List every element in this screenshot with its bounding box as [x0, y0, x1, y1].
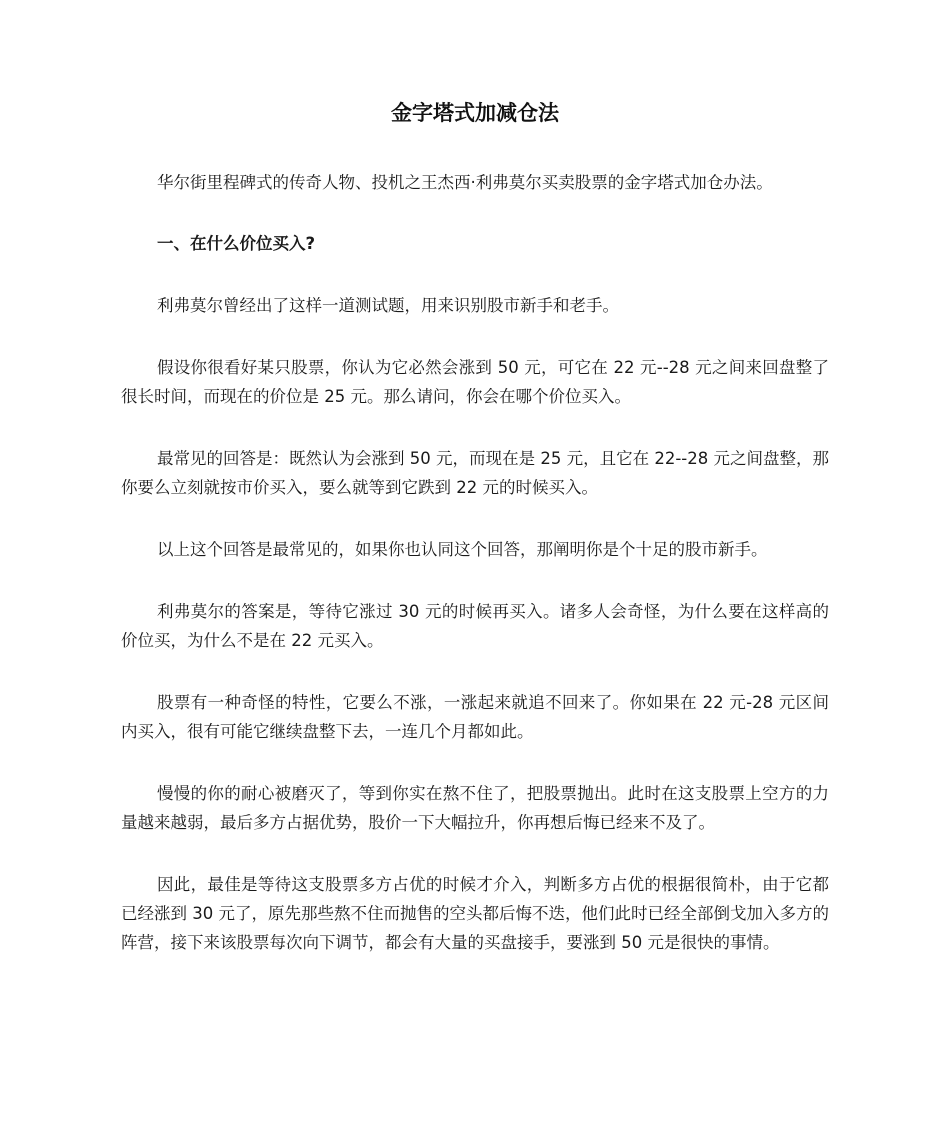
intro-paragraph: 华尔街里程碑式的传奇人物、投机之王杰西·利弗莫尔买卖股票的金字塔式加仓办法。	[157, 173, 773, 192]
body-paragraph: 因此，最佳是等待这支股票多方占优的时候才介入，判断多方占优的根据很简朴，由于它都已经涨到 30 元了，原先那些熬不住而抛售的空头都后悔不迭，他们此时已经全部倒戈加入多方的阵营，接下来该股票每次向下调节，都会有大量的买盘接手，要涨到 50 元是很快的事情。	[121, 875, 829, 952]
body-paragraph: 最常见的回答是：既然认为会涨到 50 元，而现在是 25 元，且它在 22--28 元之间盘整，那你要么立刻就按市价买入，要么就等到它跌到 22 元的时候买入。	[121, 449, 829, 497]
body-paragraph: 股票有一种奇怪的特性，它要么不涨，一涨起来就追不回来了。你如果在 22 元-28 元区间内买入，很有可能它继续盘整下去，一连几个月都如此。	[121, 693, 829, 741]
body-paragraph: 利弗莫尔的答案是，等待它涨过 30 元的时候再买入。诸多人会奇怪，为什么要在这样高的价位买，为什么不是在 22 元买入。	[121, 602, 829, 650]
document-title: 金字塔式加减仓法	[391, 101, 559, 125]
section-heading: 一、在什么价位买入?	[157, 234, 316, 253]
body-paragraph: 慢慢的你的耐心被磨灭了，等到你实在熬不住了，把股票抛出。此时在这支股票上空方的力量越来越弱，最后多方占据优势，股价一下大幅拉升，你再想后悔已经来不及了。	[121, 784, 829, 832]
body-paragraph: 以上这个回答是最常见的，如果你也认同这个回答，那阐明你是个十足的股市新手。	[157, 540, 768, 559]
body-paragraph: 利弗莫尔曾经出了这样一道测试题，用来识别股市新手和老手。	[157, 296, 619, 315]
body-paragraph: 假设你很看好某只股票，你认为它必然会涨到 50 元，可它在 22 元--28 元之间来回盘整了很长时间，而现在的价位是 25 元。那么请问，你会在哪个价位买入。	[121, 358, 829, 406]
